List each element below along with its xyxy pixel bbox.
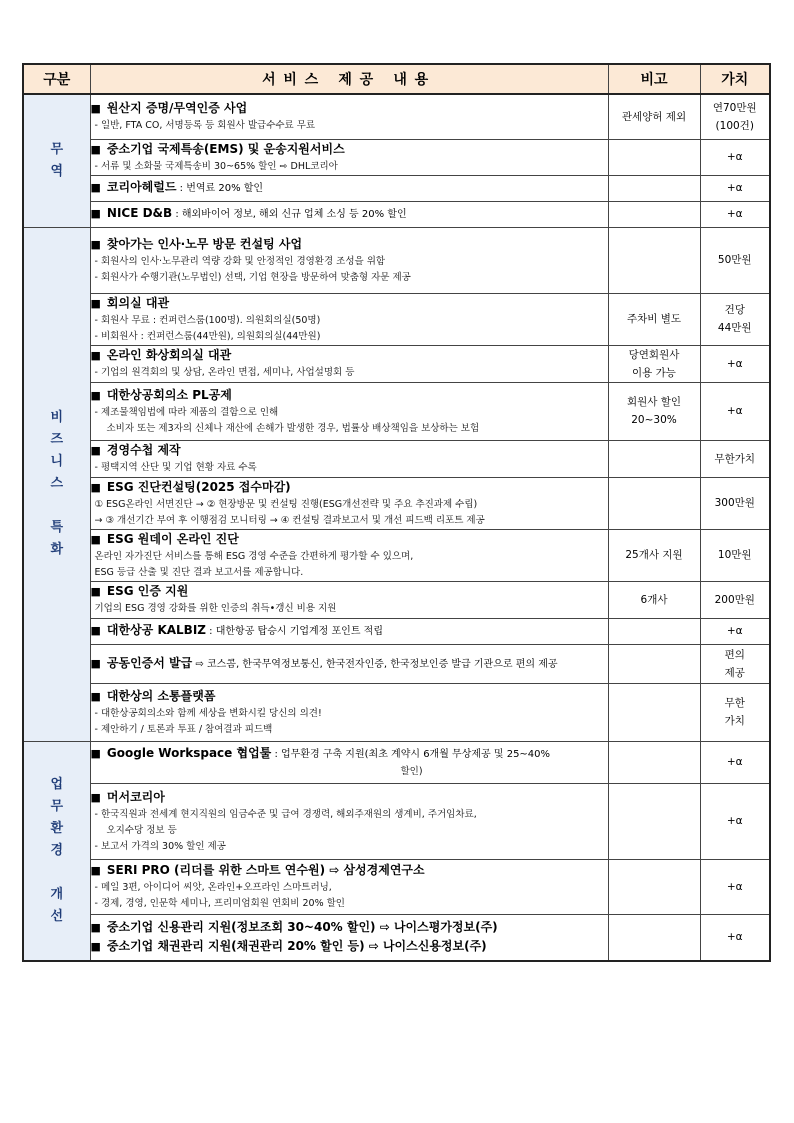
note-cell xyxy=(608,139,700,175)
category-char: 비 xyxy=(50,410,64,425)
note-cell xyxy=(608,94,700,139)
service-content xyxy=(90,139,608,175)
service-title xyxy=(91,235,608,254)
note-text: 회원사 할인 xyxy=(626,396,682,408)
service-inline-desc: : 번역료 20% 할인 xyxy=(176,183,264,194)
service-title-text: 원산지 증명/무역인증 사업 xyxy=(106,101,248,116)
service-detail: - 기업의 원격회의 및 상담, 온라인 면접, 세미나, 사업설명회 등 xyxy=(94,367,355,378)
category-char: 경 xyxy=(50,842,64,858)
note-text: 이용 가능 xyxy=(632,366,676,379)
service-title xyxy=(91,478,608,497)
service-inline-desc: : 대한항공 탑승시 기업계정 포인트 적립 xyxy=(206,626,384,637)
square-bullet-icon: ■ xyxy=(90,142,101,156)
value-text: 200만원 xyxy=(714,593,755,606)
category-char: 환 xyxy=(50,820,64,836)
table-row xyxy=(23,201,770,227)
service-title-text: 중소기업 채권관리 지원(채권관리 20% 할인 등) ⇨ 나이스신용정보(주) xyxy=(106,939,487,954)
value-text: 50만원 xyxy=(717,254,752,266)
value-text: 무한 xyxy=(724,697,745,709)
note-cell xyxy=(608,201,700,227)
service-title-text: ESG 원데이 온라인 진단 xyxy=(106,531,239,546)
service-title-text: SERI PRO (리더를 위한 스마트 연수원) ⇨ 삼성경제연구소 xyxy=(106,863,425,877)
service-detail: → ③ 개선기간 부여 후 이행점검 모니터링 → ④ 컨설팅 결과보고서 및 개선 피드백 리포트 제공 xyxy=(94,514,485,526)
service-title xyxy=(91,582,608,601)
note-cell xyxy=(608,175,700,201)
value-text: +α xyxy=(726,756,743,768)
table-row xyxy=(23,175,770,201)
note-text: 주차비 별도 xyxy=(626,313,682,325)
value-cell xyxy=(700,618,770,644)
square-bullet-icon: ■ xyxy=(90,102,101,116)
table-row xyxy=(23,382,770,440)
service-title xyxy=(91,140,608,159)
value-cell xyxy=(700,741,770,783)
header-note: 비고 xyxy=(608,64,700,94)
value-cell xyxy=(700,859,770,914)
square-bullet-icon: ■ xyxy=(90,624,101,637)
service-detail: 소비자 또는 제3자의 신체나 재산에 손해가 발생한 경우, 법률상 배상책임을 보상하는 보험 xyxy=(106,422,480,434)
service-detail: - 대한상공회의소와 함께 세상을 변화시킬 당신의 의견! xyxy=(94,707,322,719)
service-title xyxy=(91,654,608,674)
service-content xyxy=(90,741,608,783)
category-char: 역 xyxy=(50,163,64,179)
service-inline-desc: : 업무환경 구축 지원(최초 계약시 6개월 무상제공 및 25~40% xyxy=(271,749,551,760)
note-cell xyxy=(608,477,700,529)
category-char: 업 xyxy=(50,776,64,792)
value-cell xyxy=(700,440,770,477)
note-cell xyxy=(608,581,700,618)
value-text: +α xyxy=(726,815,743,827)
note-cell xyxy=(608,914,700,961)
service-title-text: 공동인증서 발급 xyxy=(106,655,193,670)
service-title-text: Google Workspace 협업툴 xyxy=(106,746,272,760)
table-row xyxy=(23,618,770,644)
service-detail: - 메일 3편, 아이디어 씨앗, 온라인+오프라인 스마트러닝, xyxy=(94,882,332,893)
category-char: 무 xyxy=(50,798,64,814)
service-title-text: 온라인 화상회의실 대관 xyxy=(106,348,232,362)
service-detail: - 회원사 무료 : 컨퍼런스룸(100명). 의원회의실(50명) xyxy=(94,314,321,326)
service-content xyxy=(90,201,608,227)
service-title xyxy=(91,294,608,313)
note-cell xyxy=(608,227,700,293)
square-bullet-icon: ■ xyxy=(90,940,101,954)
service-detail: - 서류 및 소화물 국제특송비 30~65% 할인 ⇨ DHL코리아 xyxy=(94,160,338,172)
square-bullet-icon: ■ xyxy=(90,790,101,804)
service-detail: - 한국직원과 전세계 현지직원의 임금수준 및 급여 경쟁력, 해외주재원의 생계비, 주거임차료, xyxy=(94,808,477,820)
service-title-text: 경영수첩 제작 xyxy=(106,443,181,457)
value-cell xyxy=(700,477,770,529)
square-bullet-icon: ■ xyxy=(90,388,101,402)
table-row xyxy=(23,581,770,618)
table-row xyxy=(23,783,770,859)
value-text: +α xyxy=(726,182,743,194)
service-table xyxy=(22,63,771,962)
value-cell xyxy=(700,581,770,618)
table-row xyxy=(23,139,770,175)
square-bullet-icon: ■ xyxy=(90,921,101,935)
service-content xyxy=(90,293,608,345)
category-char: 특 xyxy=(50,520,64,535)
square-bullet-icon: ■ xyxy=(90,864,101,877)
note-cell xyxy=(608,529,700,581)
header-value: 가치 xyxy=(700,64,770,94)
note-cell xyxy=(608,440,700,477)
value-cell xyxy=(700,783,770,859)
value-cell xyxy=(700,914,770,961)
table-row xyxy=(23,859,770,914)
note-cell xyxy=(608,783,700,859)
value-cell xyxy=(700,293,770,345)
note-text: 6개사 xyxy=(640,593,668,606)
service-detail: - 회원사의 인사·노무관리 역량 강화 및 안정적인 경영환경 조성을 위함 xyxy=(94,255,386,267)
header-content: 서비스 제공 내용 xyxy=(90,64,608,94)
service-content xyxy=(90,227,608,293)
service-detail: ① ESG온라인 서면진단 → ② 현장방문 및 컨설팅 진행(ESG개선전략 및 주요 추진과제 수립) xyxy=(94,498,478,510)
service-title-text: 찾아가는 인사·노무 방문 컨설팅 사업 xyxy=(106,236,303,251)
service-inline-desc: ⇨ 코스콤, 한국무역정보통신, 한국전자인증, 한국정보인증 발급 기관으로 편의 제공 xyxy=(192,658,558,670)
service-detail: - 제안하기 / 토론과 투표 / 참여결과 피드백 xyxy=(94,723,273,735)
table-row xyxy=(23,345,770,382)
table-row xyxy=(23,440,770,477)
value-text: +α xyxy=(726,405,743,417)
square-bullet-icon: ■ xyxy=(90,747,101,760)
note-text: 당연회원사 xyxy=(628,348,680,361)
value-text: 300만원 xyxy=(714,497,755,509)
service-title-text: 중소기업 국제특송(EMS) 및 운송지원서비스 xyxy=(106,141,345,156)
service-title-text: 회의실 대관 xyxy=(106,295,170,310)
service-title xyxy=(91,744,608,764)
value-text: 편의 xyxy=(724,648,745,661)
service-title xyxy=(91,441,608,460)
value-cell xyxy=(700,382,770,440)
note-cell xyxy=(608,644,700,683)
service-detail: - 회원사가 수행기관(노무법인) 선택, 기업 현장을 방문하여 맞춤형 자문 제공 xyxy=(94,271,411,283)
square-bullet-icon: ■ xyxy=(90,207,101,220)
value-cell xyxy=(700,644,770,683)
service-content xyxy=(90,477,608,529)
service-detail: 기업의 ESG 경영 강화를 위한 인증의 취득•갱신 비용 지원 xyxy=(94,603,337,614)
service-title xyxy=(91,861,608,880)
table-row xyxy=(23,914,770,961)
value-text: 무한가치 xyxy=(714,452,756,465)
service-title xyxy=(91,204,608,224)
value-text: +α xyxy=(726,208,743,220)
note-text: 25개사 지원 xyxy=(625,549,683,561)
service-title xyxy=(91,386,608,405)
service-detail: ESG 등급 산출 및 진단 결과 보고서를 제공합니다. xyxy=(94,566,304,578)
service-content xyxy=(90,618,608,644)
value-text: 건당 xyxy=(724,304,745,316)
value-cell xyxy=(700,139,770,175)
service-title xyxy=(91,530,608,549)
service-detail: 온라인 자가진단 서비스를 통해 ESG 경영 수준을 간편하게 평가할 수 있으며, xyxy=(94,550,414,562)
table-row xyxy=(23,741,770,783)
service-content xyxy=(90,683,608,741)
service-title-text: ESG 진단컨설팅(2025 접수마감) xyxy=(106,479,291,494)
value-cell xyxy=(700,683,770,741)
service-content xyxy=(90,94,608,139)
note-text: 20~30% xyxy=(631,414,677,426)
value-cell xyxy=(700,175,770,201)
table-row xyxy=(23,94,770,139)
service-title xyxy=(91,178,608,198)
value-text: 가치 xyxy=(724,715,745,727)
category-char: 무 xyxy=(50,141,64,157)
square-bullet-icon: ■ xyxy=(90,689,101,703)
section-category xyxy=(23,94,90,227)
value-text: (100건) xyxy=(715,119,754,132)
service-title xyxy=(91,918,608,937)
square-bullet-icon: ■ xyxy=(90,296,101,310)
service-detail: - 보고서 가격의 30% 할인 제공 xyxy=(94,840,226,852)
square-bullet-icon: ■ xyxy=(90,181,101,194)
square-bullet-icon: ■ xyxy=(90,237,101,251)
category-char: 스 xyxy=(50,476,64,491)
value-text: 연70만원 xyxy=(712,101,757,114)
table-row xyxy=(23,644,770,683)
service-title-text: 대한상의 소통플랫폼 xyxy=(106,688,216,703)
service-title-2 xyxy=(91,937,608,956)
service-title-text: 중소기업 신용관리 지원(정보조회 30~40% 할인) ⇨ 나이스평가정보(주) xyxy=(106,920,498,935)
value-text: 제공 xyxy=(724,666,745,679)
value-text: +α xyxy=(726,357,743,370)
service-inline-desc: : 해외바이어 정보, 해외 신규 업체 소싱 등 20% 할인 xyxy=(172,209,407,220)
square-bullet-icon: ■ xyxy=(90,532,101,546)
square-bullet-icon: ■ xyxy=(90,585,101,598)
note-cell xyxy=(608,293,700,345)
service-title xyxy=(91,687,608,706)
table-row xyxy=(23,529,770,581)
category-char: 개 xyxy=(50,886,64,902)
section-category xyxy=(23,741,90,961)
service-content xyxy=(90,175,608,201)
service-title-text: 대한상공회의소 PL공제 xyxy=(106,387,232,402)
table-row xyxy=(23,683,770,741)
service-title-text: 대한상공 KALBIZ xyxy=(106,623,206,637)
square-bullet-icon: ■ xyxy=(90,349,101,362)
value-text: 44만원 xyxy=(717,322,752,334)
service-detail: - 일반, FTA CO, 서명등록 등 회원사 발급수수료 무료 xyxy=(94,120,316,132)
square-bullet-icon: ■ xyxy=(90,656,101,670)
service-title-text: 코리아헤럴드 xyxy=(106,180,177,194)
category-char: 니 xyxy=(50,454,64,469)
note-cell xyxy=(608,683,700,741)
note-cell xyxy=(608,345,700,382)
square-bullet-icon: ■ xyxy=(90,480,101,494)
service-title-text: 머서코리아 xyxy=(106,789,165,804)
service-content xyxy=(90,529,608,581)
value-cell xyxy=(700,201,770,227)
table-row xyxy=(23,293,770,345)
note-cell xyxy=(608,382,700,440)
service-content xyxy=(90,644,608,683)
service-content xyxy=(90,382,608,440)
value-cell xyxy=(700,94,770,139)
service-title xyxy=(91,788,608,807)
service-detail: 오지수당 정보 등 xyxy=(106,824,177,836)
header-row xyxy=(23,64,770,94)
value-text: 10만원 xyxy=(717,549,752,561)
note-cell xyxy=(608,618,700,644)
service-content xyxy=(90,581,608,618)
service-title-text: NICE D&B xyxy=(106,206,173,220)
service-content xyxy=(90,783,608,859)
section-category xyxy=(23,227,90,741)
table-row xyxy=(23,227,770,293)
service-content xyxy=(90,859,608,914)
note-cell xyxy=(608,859,700,914)
category-char: 즈 xyxy=(50,432,64,447)
service-detail: - 비회원사 : 컨퍼런스룸(44만원), 의원회의실(44만원) xyxy=(94,330,321,342)
square-bullet-icon: ■ xyxy=(90,444,101,457)
service-content xyxy=(90,440,608,477)
service-title xyxy=(91,99,608,118)
service-detail: - 제조물책임법에 따라 제품의 결함으로 인해 xyxy=(94,406,279,418)
service-detail: - 경제, 경영, 인문학 세미나, 프리미엄회원 연회비 20% 할인 xyxy=(94,898,345,909)
table-row xyxy=(23,477,770,529)
note-text: 관세양허 제외 xyxy=(621,110,687,123)
service-detail: 할인) xyxy=(400,766,423,777)
service-content xyxy=(90,345,608,382)
value-text: +α xyxy=(726,625,743,637)
header-category: 구분 xyxy=(23,64,90,94)
value-cell xyxy=(700,529,770,581)
service-title xyxy=(91,346,608,365)
service-title xyxy=(91,621,608,641)
service-content xyxy=(90,914,608,961)
value-text: +α xyxy=(726,151,743,163)
category-char: 선 xyxy=(50,908,64,924)
service-detail: - 평택지역 산단 및 기업 현황 자료 수록 xyxy=(94,462,257,473)
value-text: +α xyxy=(726,931,743,944)
value-text: +α xyxy=(726,880,743,893)
note-cell xyxy=(608,741,700,783)
category-gap xyxy=(24,495,90,517)
value-cell xyxy=(700,345,770,382)
category-char: 화 xyxy=(50,542,64,557)
service-title-text: ESG 인증 지원 xyxy=(106,584,189,598)
value-cell xyxy=(700,227,770,293)
category-gap xyxy=(24,862,90,884)
